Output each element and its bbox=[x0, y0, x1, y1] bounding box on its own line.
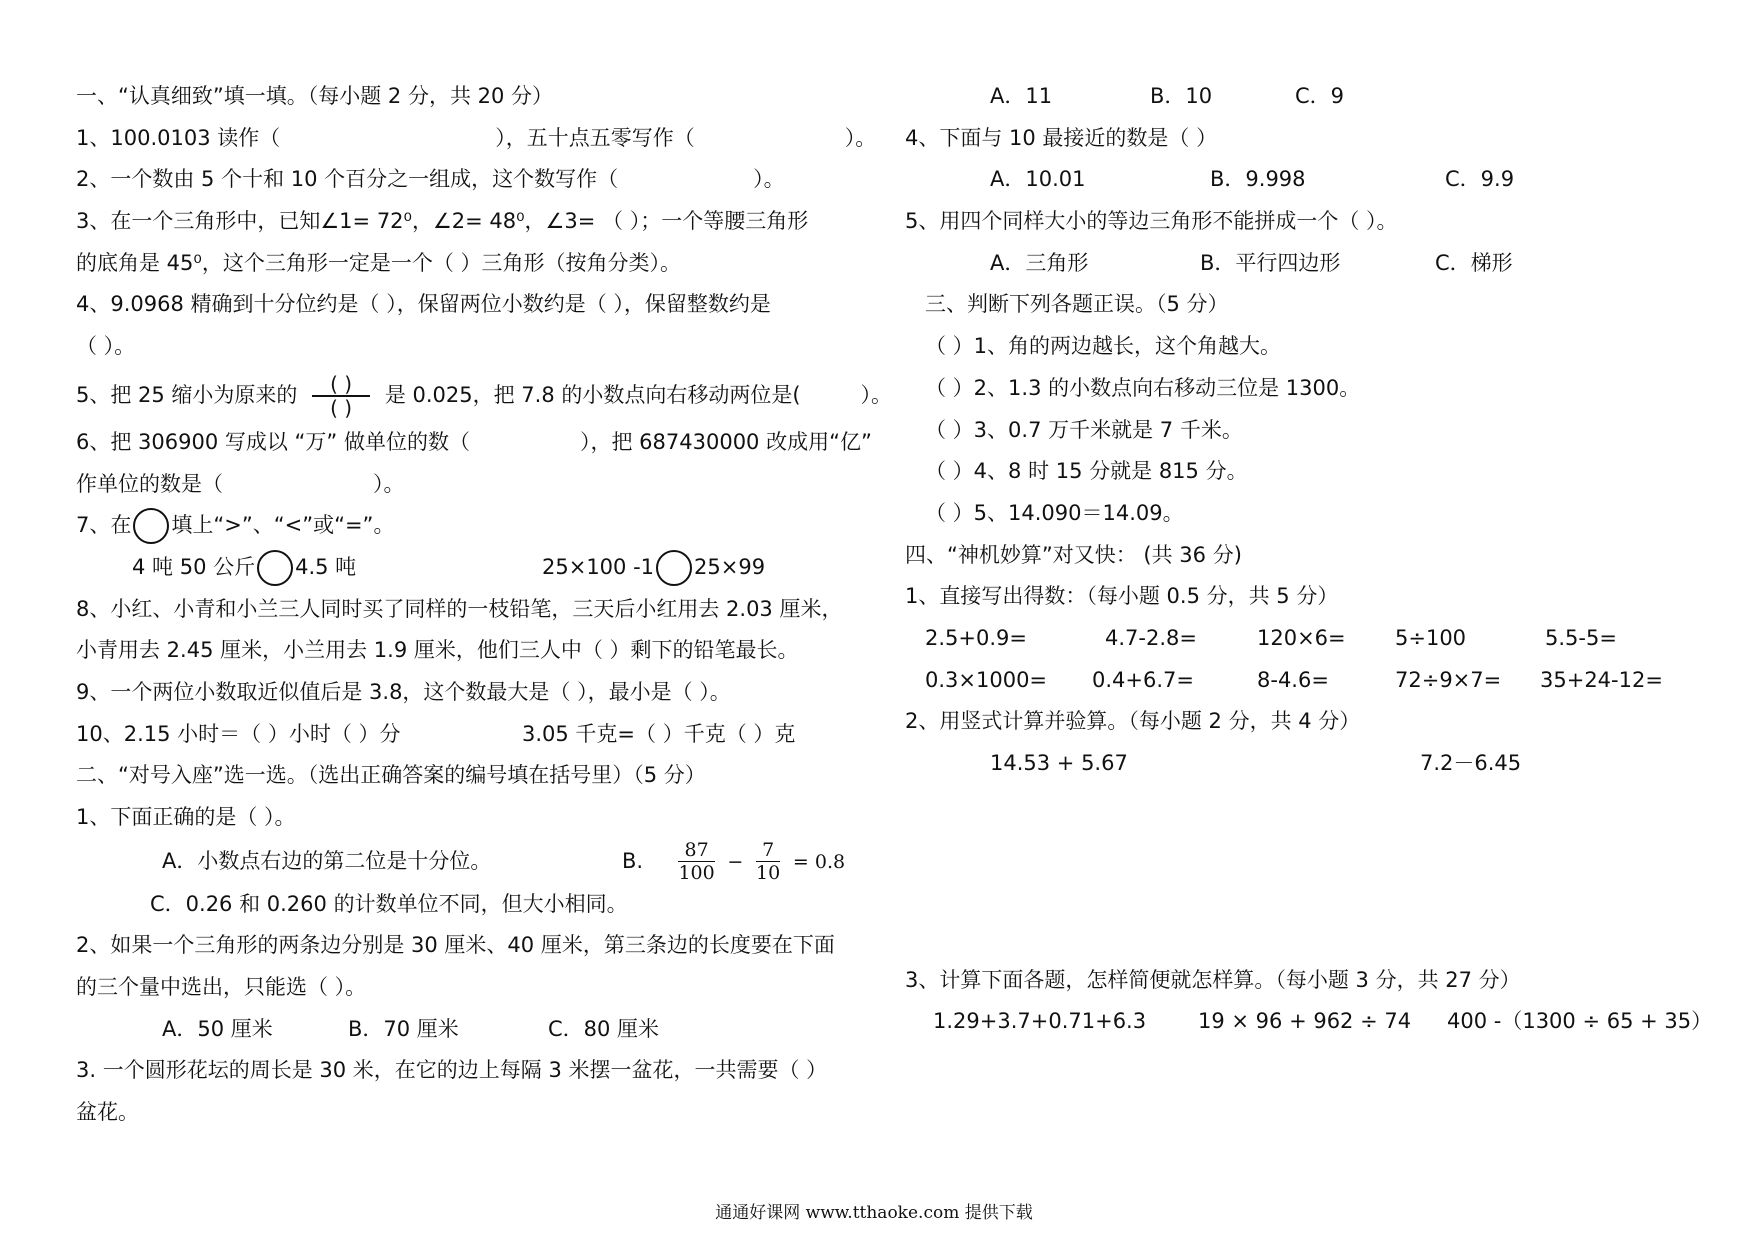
compare-circle bbox=[133, 508, 169, 544]
fraction-87-100: $\frac{87}{100}$ bbox=[678, 839, 715, 885]
vertical-calc-2: 7.2－6.45 bbox=[1420, 751, 1522, 775]
question-1-3-line2: 的底角是 45⁰，这个三角形一定是一个（ ）三角形（按角分类）。 bbox=[76, 250, 681, 275]
question-1-7-items bbox=[76, 547, 876, 589]
question-1-6-line2: 作单位的数是（ ）。 bbox=[76, 471, 405, 496]
choice-3-option-c: C．9 bbox=[1295, 84, 1345, 108]
choice-3-option-a: A．11 bbox=[990, 84, 1053, 108]
part-1-title: 1、直接写出得数：（每小题 0.5 分，共 5 分） bbox=[905, 584, 1339, 609]
choice-2-options bbox=[76, 1009, 876, 1051]
question-1-8-line2: 小青用去 2.45 厘米，小兰用去 1.9 厘米，他们三人中（ ）剩下的铅笔最长。 bbox=[76, 638, 799, 663]
oral-row-1 bbox=[905, 618, 1725, 660]
question-1-8-line1: 8、小红、小青和小兰三人同时买了同样的一枝铅笔，三天后小红用去 2.03 厘米， bbox=[76, 596, 843, 621]
choice-3-options bbox=[905, 76, 1725, 118]
choice-4-option-a: A．10.01 bbox=[990, 167, 1086, 192]
oral-item: 72÷9×7= bbox=[1395, 667, 1502, 692]
oral-item: 2.5+0.9= bbox=[925, 625, 1027, 650]
choice-4-option-b: B．9.998 bbox=[1210, 167, 1306, 192]
oral-item: 0.4+6.7= bbox=[1092, 667, 1194, 692]
section-4-title: 四、“神机妙算”对又快： (共 36 分) bbox=[905, 542, 1242, 567]
footer-credit: 通通好课网 www.tthaoke.com 提供下载 bbox=[715, 1203, 1033, 1223]
oral-item: 0.3×1000= bbox=[925, 667, 1048, 692]
fraction-blank: $\frac{( )}{( )}$ bbox=[312, 375, 370, 417]
oral-item: 8-4.6= bbox=[1257, 667, 1329, 692]
oral-row-2 bbox=[905, 660, 1725, 702]
oral-item: 5÷100 bbox=[1395, 625, 1467, 650]
question-1-7: 7、在 填上“>”、“<”或“=”。 bbox=[76, 505, 876, 547]
choice-3-line1: 3. 一个圆形花坛的周长是 30 米，在它的边上每隔 3 米摆一盆花，一共需要（ ） bbox=[76, 1058, 828, 1083]
oral-item: 35+24-12= bbox=[1540, 667, 1663, 692]
fraction-7-10: $\frac{7}{10}$ bbox=[756, 839, 781, 885]
choice-3-line2: 盆花。 bbox=[76, 1100, 139, 1125]
question-1-4-line2: （ ）。 bbox=[76, 334, 136, 359]
left-column bbox=[76, 76, 893, 1134]
choice-1-options-ab bbox=[76, 839, 876, 884]
choice-2-option-b: B．70 厘米 bbox=[348, 1016, 459, 1041]
choice-2-line2: 的三个量中选出，只能选（ ）。 bbox=[76, 975, 367, 1000]
choice-4-option-c: C．9.9 bbox=[1445, 167, 1515, 192]
simplify-2: 19 × 96 + 962 ÷ 74 bbox=[1198, 1009, 1412, 1034]
choice-1-option-a: A．小数点右边的第二位是十分位。 bbox=[162, 848, 492, 873]
choice-1-option-b: B. $\frac{87}{100}$ − $\frac{7}{10}$ = 0.8 bbox=[622, 839, 846, 885]
work-space bbox=[905, 785, 1725, 960]
choice-2-line1: 2、如果一个三角形的两条边分别是 30 厘米、40 厘米，第三条边的长度要在下面 bbox=[76, 933, 835, 958]
section-3-title: 三、判断下列各题正误。（5 分） bbox=[925, 292, 1229, 317]
choice-5-option-b: B．平行四边形 bbox=[1200, 250, 1341, 275]
judge-5: （ ）5、14.090＝14.09。 bbox=[925, 500, 1184, 525]
section-1-title: 一、“认真细致”填一填。（每小题 2 分，共 20 分） bbox=[76, 84, 554, 108]
judge-3: （ ）3、0.7 万千米就是 7 千米。 bbox=[925, 417, 1243, 442]
oral-item: 4.7-2.8= bbox=[1105, 625, 1197, 650]
compare-circle bbox=[257, 550, 293, 586]
simplify-3: 400 -（1300 ÷ 65 + 35） bbox=[1447, 1009, 1713, 1034]
compare-item-left: 4 吨 50 公斤 4.5 吨 bbox=[132, 547, 356, 589]
oral-item: 120×6= bbox=[1257, 625, 1346, 650]
right-column bbox=[905, 76, 1725, 1043]
choice-5: 5、用四个同样大小的等边三角形不能拼成一个（ ）。 bbox=[905, 209, 1398, 234]
choice-5-option-c: C．梯形 bbox=[1435, 250, 1513, 275]
compare-circle bbox=[656, 550, 692, 586]
choice-2-option-a: A．50 厘米 bbox=[162, 1016, 273, 1041]
question-1-10: 10、2.15 小时＝（ ）小时（ ）分 3.05 千克=（ ）千克（ ）克 bbox=[76, 721, 796, 746]
part-2-title: 2、用竖式计算并验算。（每小题 2 分，共 4 分） bbox=[905, 709, 1361, 734]
choice-3-option-b: B．10 bbox=[1150, 84, 1213, 108]
choice-5-option-a: A．三角形 bbox=[990, 250, 1089, 275]
question-1-6-line1: 6、把 306900 写成以 “万” 做单位的数（ ），把 687430000 改成用“亿” bbox=[76, 429, 872, 454]
simplify-1: 1.29+3.7+0.71+6.3 bbox=[933, 1009, 1147, 1034]
section-2-title: 二、“对号入座”选一选。（选出正确答案的编号填在括号里）（5 分） bbox=[76, 763, 706, 788]
question-1-4-line1: 4、9.0968 精确到十分位约是（ ），保留两位小数约是（ ），保留整数约是 bbox=[76, 292, 771, 317]
question-1-3-line1: 3、在一个三角形中，已知∠1= 72⁰，∠2= 48⁰，∠3= （ ）；一个等腰三角形 bbox=[76, 209, 809, 234]
part-3-title: 3、计算下面各题，怎样简便就怎样算。（每小题 3 分，共 27 分） bbox=[905, 967, 1521, 992]
choice-2-option-c: C．80 厘米 bbox=[548, 1016, 660, 1041]
question-1-5: 5、把 25 缩小为原来的 $\frac{( )}{( )}$ 是 0.025，把 7.8 的小数点向右移动两位是( ）。 bbox=[76, 371, 893, 420]
choice-5-options bbox=[905, 243, 1725, 285]
judge-2: （ ）2、1.3 的小数点向右移动三位是 1300。 bbox=[925, 375, 1361, 400]
compare-item-right: 25×100 -1 25×99 bbox=[542, 547, 765, 589]
judge-4: （ ）4、8 时 15 分就是 815 分。 bbox=[925, 459, 1248, 484]
oral-item: 5.5-5= bbox=[1545, 625, 1617, 650]
simplify-row bbox=[905, 1001, 1725, 1043]
choice-4: 4、下面与 10 最接近的数是（ ） bbox=[905, 125, 1218, 150]
judge-1: （ ）1、角的两边越长，这个角越大。 bbox=[925, 334, 1282, 359]
choice-1: 1、下面正确的是（ ）。 bbox=[76, 805, 296, 829]
question-1-2: 2、一个数由 5 个十和 10 个百分之一组成，这个数写作（ ）。 bbox=[76, 167, 785, 192]
vertical-calc-row bbox=[905, 743, 1725, 785]
choice-4-options bbox=[905, 159, 1725, 201]
question-1-9: 9、一个两位小数取近似值后是 3.8，这个数最大是（ ），最小是（ ）。 bbox=[76, 679, 731, 704]
vertical-calc-1: 14.53 + 5.67 bbox=[990, 751, 1128, 775]
question-1-1: 1、100.0103 读作（ ），五十点五零写作（ ）。 bbox=[76, 125, 877, 150]
choice-1-option-c: C．0.26 和 0.260 的计数单位不同，但大小相同。 bbox=[150, 891, 628, 916]
